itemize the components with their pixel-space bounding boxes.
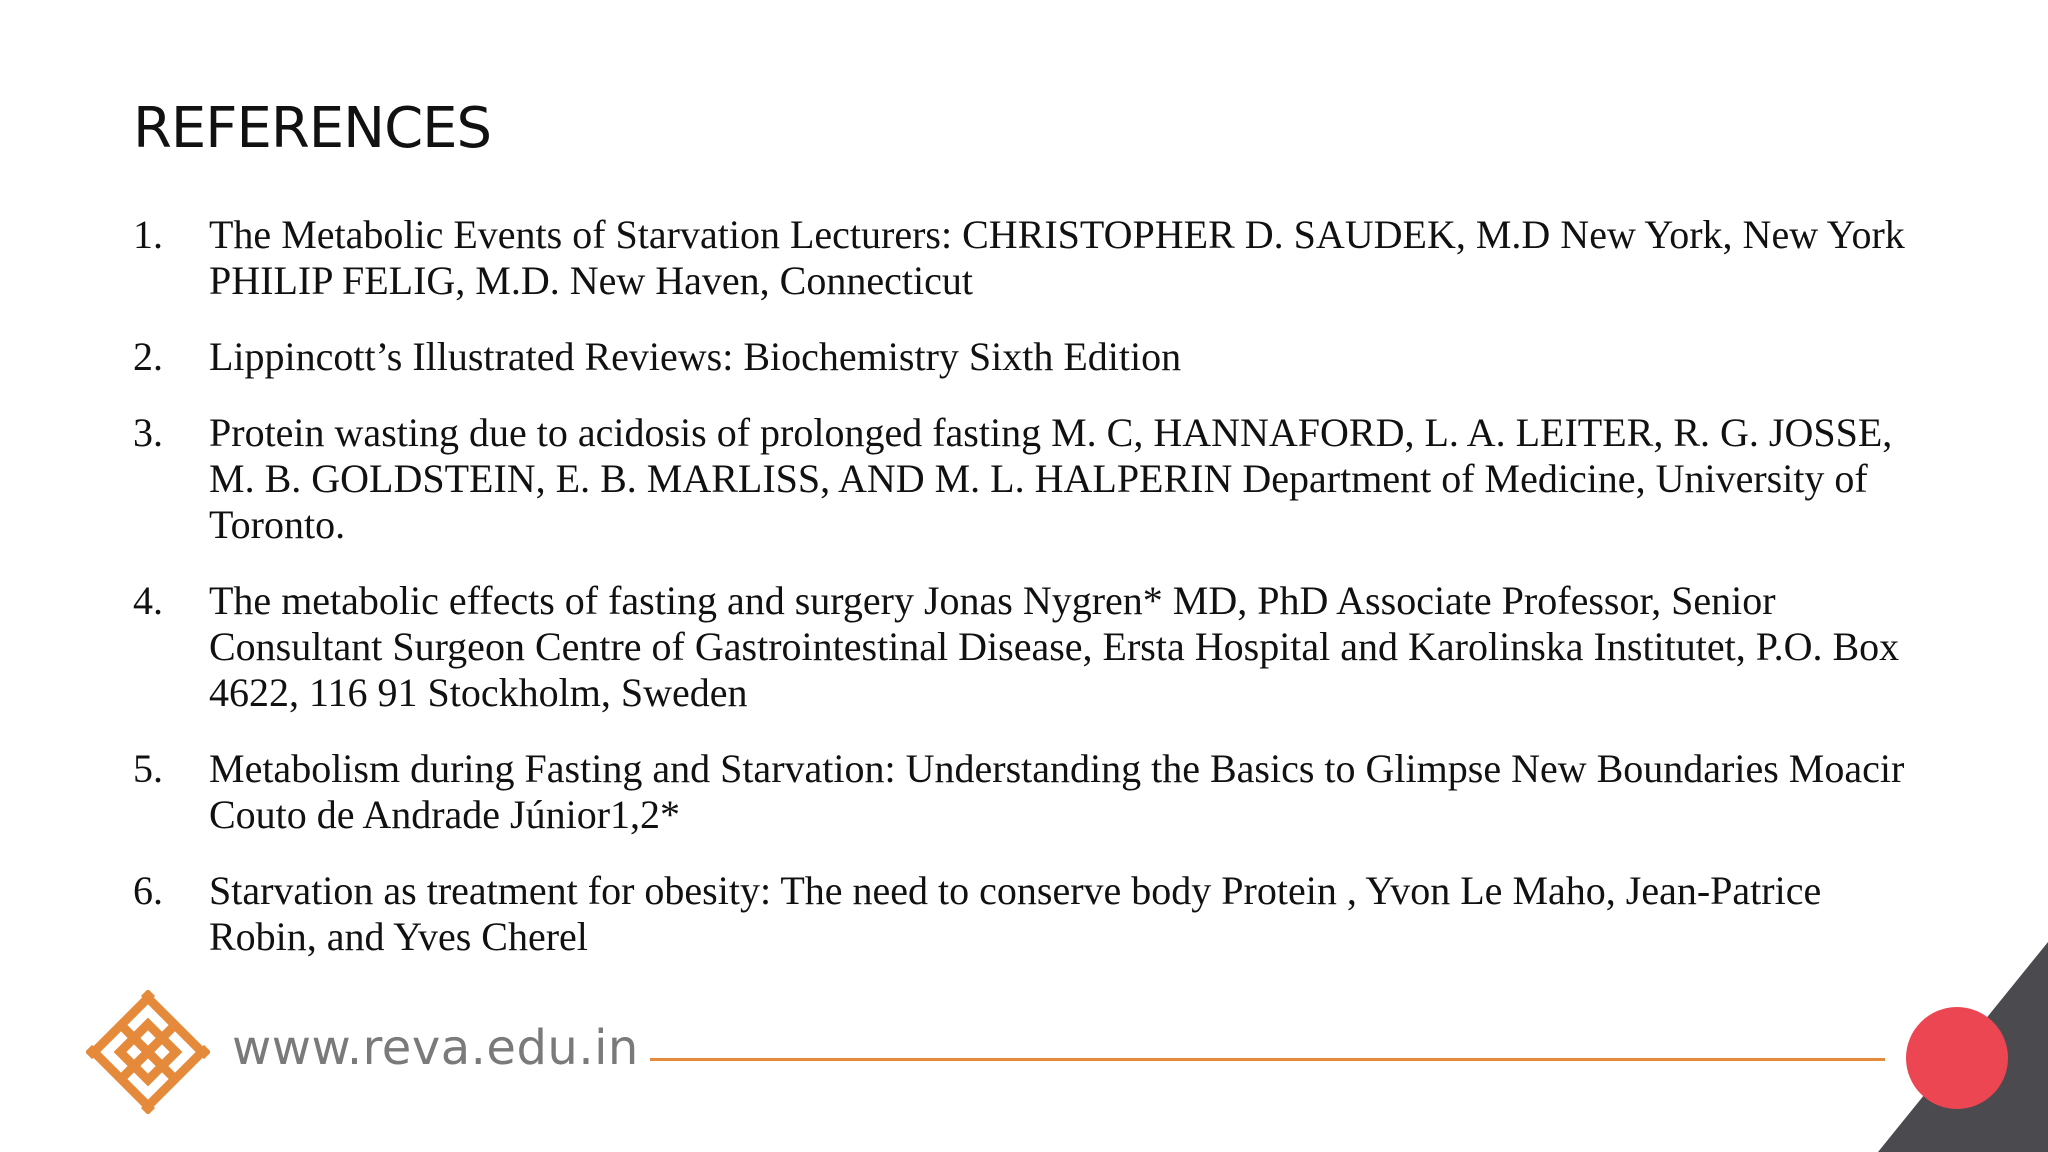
reference-number: 1. (133, 212, 163, 257)
reference-item (133, 746, 1913, 838)
reference-text: Starvation as treatment for obesity: The need to conserve body Protein , Yvon Le Maho, Jean-Patrice Robin, and Yves Cherel (209, 868, 1822, 959)
reference-list (133, 212, 1913, 990)
slide-title: REFERENCES (133, 96, 492, 161)
reference-text: The Metabolic Events of Starvation Lecturers: CHRISTOPHER D. SAUDEK, M.D New York, New York PHILIP FELIG, M.D. New Haven, Connecticut (209, 212, 1905, 303)
reference-item (133, 868, 1913, 960)
reference-number: 5. (133, 746, 163, 791)
reference-item (133, 578, 1913, 716)
corner-circle-decoration (1906, 1007, 2008, 1109)
footer-website-url: www.reva.edu.in (232, 1020, 639, 1076)
reference-item (133, 410, 1913, 548)
reference-text: Metabolism during Fasting and Starvation: Understanding the Basics to Glimpse New Boundaries Moacir Couto de Andrade Júnior1,2* (209, 746, 1905, 837)
reference-number: 3. (133, 410, 163, 455)
footer-divider (650, 1058, 1885, 1061)
reference-number: 2. (133, 334, 163, 379)
reference-item (133, 334, 1913, 380)
reference-text: Lippincott’s Illustrated Reviews: Biochemistry Sixth Edition (209, 334, 1182, 379)
reference-number: 4. (133, 578, 163, 623)
reference-number: 6. (133, 868, 163, 913)
reference-text: The metabolic effects of fasting and surgery Jonas Nygren* MD, PhD Associate Professor, Senior Consultant Surgeon Centre of Gastrointestinal Disease, Ersta Hospital and Karolinska Institutet, P.O. Box 4622, 116 91 Stockholm, Sweden (209, 578, 1900, 715)
reference-item (133, 212, 1913, 304)
reference-text: Protein wasting due to acidosis of prolonged fasting M. C, HANNAFORD, L. A. LEITER, R. G. JOSSE, M. B. GOLDSTEIN, E. B. MARLISS, AND M. L. HALPERIN Department of Medicine, University of Toronto. (209, 410, 1893, 547)
reva-knot-logo-icon (86, 990, 210, 1114)
